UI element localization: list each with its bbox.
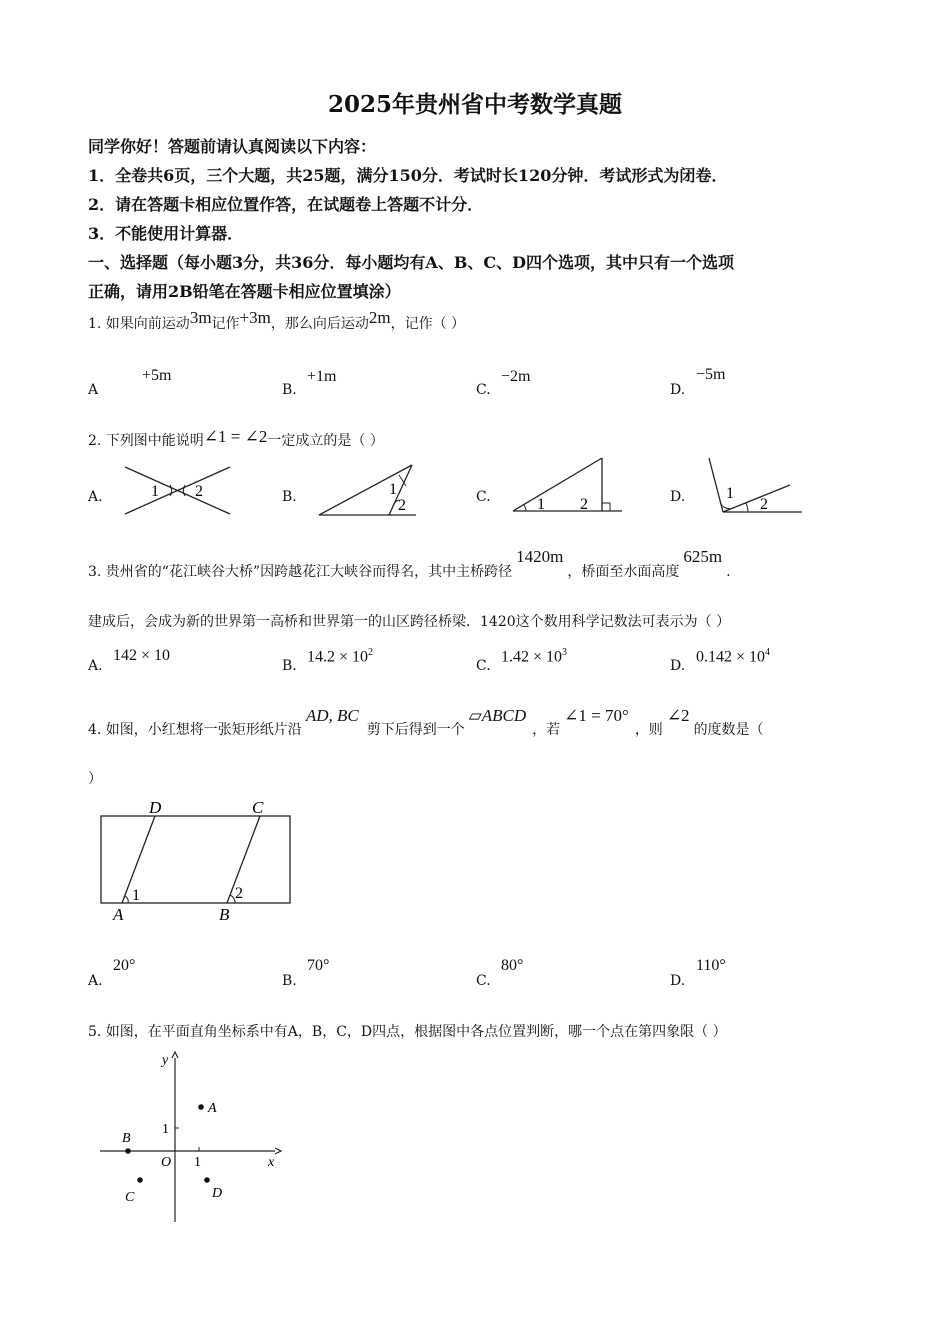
instruction-item: 2．请在答题卡相应位置作答，在试题卷上答题不计分．	[88, 195, 484, 214]
option-label: D.	[670, 658, 686, 674]
option-value: 70°	[307, 957, 330, 974]
option-label: A	[88, 382, 99, 398]
point-a	[198, 1104, 204, 1110]
point-c	[137, 1177, 143, 1183]
question-3	[88, 547, 731, 581]
question-text: 4. 如图，小红想将一张矩形纸片沿	[88, 722, 302, 738]
option-value: −5m	[696, 366, 726, 383]
question-text: ，记作（ ）	[390, 316, 466, 332]
figure-2a	[120, 462, 240, 522]
angle-label: 2	[760, 496, 768, 513]
option-label: B.	[282, 973, 297, 989]
math-expr: 625m	[683, 547, 723, 566]
math-expr: 2m	[368, 308, 391, 327]
option-label: C.	[476, 489, 491, 505]
angle-arc	[746, 503, 748, 512]
instruction-item: 3．不能使用计算器．	[88, 224, 244, 243]
exponent: 3	[562, 647, 568, 658]
option-value: 80°	[501, 957, 524, 974]
option-value: +1m	[307, 368, 337, 385]
section-heading: 一、选择题（每小题3分，共36分．每小题均有A、B、C、D四个选项，其中只有一个选项	[88, 253, 734, 272]
line	[513, 458, 602, 511]
right-angle-mark	[602, 503, 610, 511]
option-label: A.	[88, 489, 103, 505]
option-label: A.	[88, 658, 103, 674]
option-value-text: 1.42 × 10	[501, 648, 563, 666]
axis-label: y	[162, 1053, 169, 1068]
option-label: B.	[282, 658, 297, 674]
cut-line-bc	[227, 816, 260, 903]
option-value	[696, 647, 770, 666]
instruction-item: 1．全卷共6页，三个大题，共25题，满分150分．考试时长120分钟．考试形式为闭卷．	[88, 166, 728, 185]
math-expr: ∠1 = 70°	[564, 706, 629, 725]
angle-arc	[524, 505, 526, 511]
option-label: B.	[282, 489, 297, 505]
vertex-label: D	[149, 798, 162, 817]
angle-label: 1	[726, 485, 734, 502]
question-4	[88, 706, 764, 739]
option-label: D.	[670, 382, 686, 398]
point-label: B	[122, 1131, 131, 1146]
option-value: 110°	[696, 957, 726, 974]
figure-2c	[510, 455, 628, 517]
math-expr: AD, BC	[305, 706, 359, 725]
option-label: C.	[476, 382, 491, 398]
option-label: B.	[282, 382, 297, 398]
angle-label: 1	[132, 887, 140, 904]
option-value-text: 14.2 × 10	[307, 648, 369, 666]
option-label: D.	[670, 489, 686, 505]
point-b	[125, 1148, 131, 1154]
point-d	[204, 1177, 210, 1183]
instructions-greeting: 同学你好！答题前请认真阅读以下内容：	[88, 137, 377, 156]
section-heading: 正确，请用2B铅笔在答题卡相应位置填涂）	[88, 282, 401, 301]
angle-label: 2	[235, 885, 243, 902]
figure-2d	[705, 455, 805, 517]
angle-label: 2	[398, 497, 406, 514]
math-expr: 1420m	[516, 547, 564, 566]
option-value: +5m	[142, 367, 172, 384]
rectangle	[101, 816, 290, 903]
x-axis-arrow	[275, 1148, 281, 1154]
figure-4-parallelogram	[95, 795, 300, 925]
question-text: 3. 贵州省的“花江峡谷大桥”因跨越花江大峡谷而得名，其中主桥跨径	[88, 564, 513, 580]
option-label: C.	[476, 973, 491, 989]
question-text: .	[726, 564, 731, 580]
option-label: A.	[88, 973, 103, 989]
point-label: D	[212, 1186, 223, 1201]
point-label: A	[208, 1101, 217, 1116]
question-2	[88, 427, 384, 450]
question-1	[88, 308, 466, 333]
math-expr: +3m	[239, 308, 271, 327]
tick-label: 1	[194, 1155, 201, 1170]
option-value	[113, 647, 170, 665]
math-expr: ∠1 = ∠2	[203, 427, 268, 446]
question-text: 一定成立的是（ ）	[267, 433, 384, 449]
vertex-label: C	[252, 798, 264, 817]
math-expr: ∠2	[666, 706, 690, 725]
page-title: 2025年贵州省中考数学真题	[327, 91, 622, 118]
angle-label: 2	[195, 483, 203, 500]
origin-label: O	[161, 1155, 172, 1170]
question-text: ，桥面至水面高度	[567, 564, 680, 580]
question-text: ，那么向后运动	[270, 316, 369, 332]
point-label: C	[125, 1190, 135, 1205]
tick-label: 1	[162, 1122, 169, 1137]
angle-label: 1	[389, 481, 397, 498]
angle-label: 2	[580, 496, 588, 513]
option-value-text: 142 × 10	[113, 647, 171, 664]
question-4-line2: ）	[88, 771, 102, 787]
math-expr: 3m	[189, 308, 212, 327]
angle-arc	[125, 896, 128, 903]
question-text: 剪下后得到一个	[366, 722, 465, 738]
vertex-label: A	[113, 905, 124, 924]
option-value	[307, 647, 373, 666]
figure-5-coordinate-plane	[95, 1048, 290, 1226]
question-text: 记作	[211, 316, 240, 332]
math-expr: ▱ABCD	[468, 706, 527, 725]
question-3-line2: 建成后，会成为新的世界第一高桥和世界第一的山区跨径桥梁．1420这个数用科学记数法可表示为（ ）	[88, 614, 731, 630]
question-text: 1. 如果向前运动	[88, 316, 190, 332]
option-label: C.	[476, 658, 491, 674]
option-value: −2m	[501, 368, 531, 385]
option-label: D.	[670, 973, 686, 989]
question-text: ，则	[634, 722, 663, 738]
exponent: 2	[368, 647, 374, 658]
question-text: 的度数是（	[693, 722, 764, 738]
exponent: 4	[765, 647, 771, 658]
axis-label: x	[268, 1155, 275, 1170]
option-value: 20°	[113, 957, 136, 974]
question-5: 5. 如图，在平面直角坐标系中有A，B，C，D四点，根据图中各点位置判断，哪一个点在第四象限（ ）	[88, 1024, 727, 1040]
angle-label: 1	[151, 483, 159, 500]
y-axis-arrow	[172, 1052, 178, 1058]
question-text: 2. 下列图中能说明	[88, 433, 204, 449]
question-text: ，若	[532, 722, 561, 738]
option-value-text: 0.142 × 10	[696, 648, 766, 666]
vertex-label: B	[219, 905, 230, 924]
figure-2b	[316, 460, 426, 520]
angle-label: 1	[537, 496, 545, 513]
option-value	[501, 647, 567, 666]
